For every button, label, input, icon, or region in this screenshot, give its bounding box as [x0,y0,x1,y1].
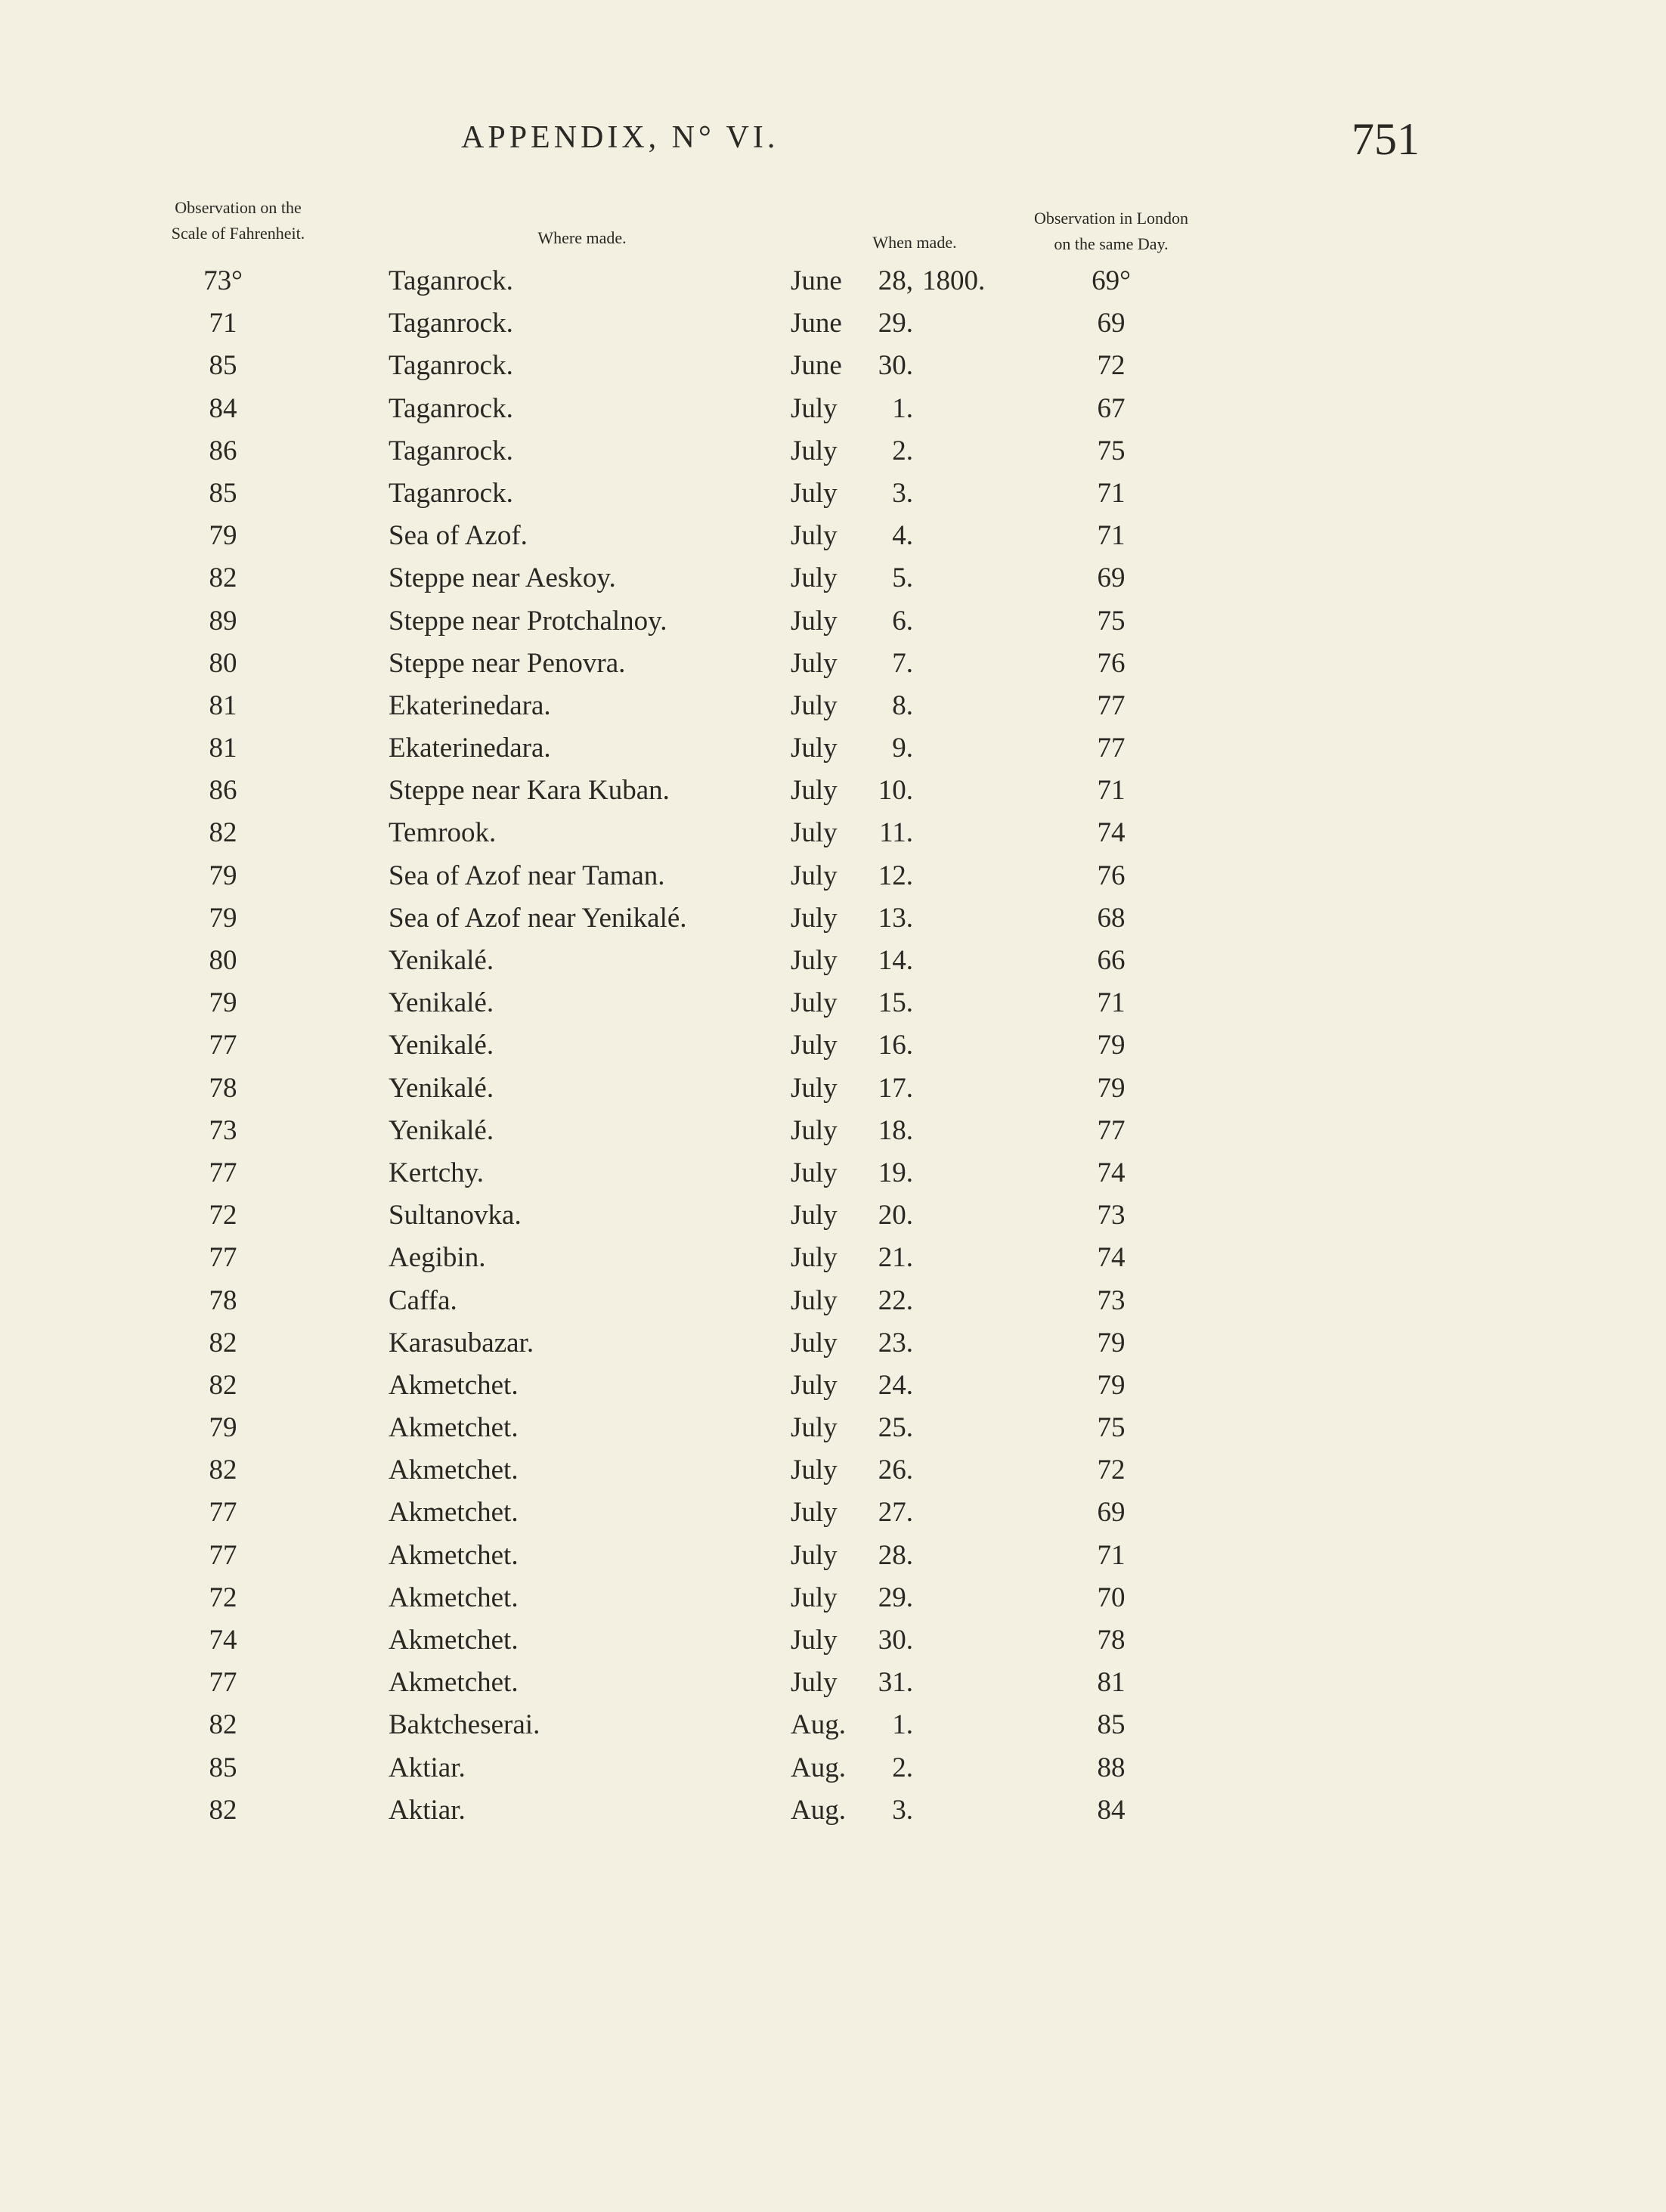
table-row [0,1194,1666,1237]
cell-london: 73 [1097,1200,1126,1231]
cell-month: July [791,1412,838,1444]
cell-london: 72 [1097,1455,1126,1486]
table-row [0,1365,1666,1407]
cell-place: Akmetchet. [389,1412,519,1444]
cell-day: 25. [878,1412,913,1444]
cell-day: 1. [892,1709,913,1741]
cell-month: July [791,1582,838,1613]
cell-london: 84 [1097,1794,1126,1826]
cell-place: Taganrock. [389,392,513,424]
cell-fahrenheit: 82 [209,817,237,849]
cell-fahrenheit: 77 [209,1157,237,1188]
cell-month: July [791,1114,838,1146]
cell-place: Yenikalé. [389,1072,494,1104]
cell-london: 79 [1097,1030,1126,1061]
cell-month: July [791,733,838,764]
cell-month: June [791,350,842,382]
cell-london: 69° [1092,265,1131,296]
table-row [0,600,1666,643]
cell-fahrenheit: 82 [209,1455,237,1486]
cell-place: Akmetchet. [389,1667,519,1699]
cell-london: 76 [1097,860,1126,891]
cell-day: 28, [878,265,913,296]
cell-place: Yenikalé. [389,987,494,1019]
cell-month: Aug. [791,1709,846,1741]
cell-london: 79 [1097,1369,1126,1401]
column-headers [0,195,1666,256]
cell-fahrenheit: 79 [209,987,237,1019]
table-row [0,982,1666,1024]
cell-place: Akmetchet. [389,1582,519,1613]
cell-month: July [791,605,838,637]
table-row [0,557,1666,599]
cell-place: Steppe near Kara Kuban. [389,775,670,807]
cell-place: Ekaterinedara. [389,733,551,764]
cell-month: July [791,647,838,679]
cell-month: July [791,1369,838,1401]
cell-fahrenheit: 82 [209,1709,237,1741]
cell-year: 1800. [922,265,986,296]
cell-month: June [791,308,842,339]
cell-fahrenheit: 85 [209,477,237,509]
cell-month: July [791,1497,838,1529]
column-header-fahrenheit-line-2: Scale of Fahrenheit. [171,224,305,243]
cell-month: July [791,1539,838,1571]
table-row [0,1067,1666,1110]
cell-fahrenheit: 79 [209,520,237,552]
cell-day: 3. [892,477,913,509]
cell-london: 70 [1097,1582,1126,1613]
cell-fahrenheit: 79 [209,860,237,891]
cell-london: 88 [1097,1752,1126,1783]
cell-day: 26. [878,1455,913,1486]
cell-month: July [791,435,838,466]
cell-fahrenheit: 86 [209,775,237,807]
cell-place: Taganrock. [389,265,513,296]
cell-fahrenheit: 74 [209,1625,237,1656]
table-row [0,1110,1666,1152]
cell-place: Yenikalé. [389,1030,494,1061]
cell-day: 29. [878,308,913,339]
table-row [0,1662,1666,1704]
cell-month: July [791,1072,838,1104]
cell-place: Sea of Azof. [389,520,528,552]
cell-day: 6. [892,605,913,637]
table-row [0,302,1666,345]
cell-london: 71 [1097,1539,1126,1571]
cell-london: 81 [1097,1667,1126,1699]
cell-fahrenheit: 78 [209,1284,237,1316]
cell-day: 15. [878,987,913,1019]
cell-month: July [791,1284,838,1316]
cell-place: Akmetchet. [389,1455,519,1486]
cell-fahrenheit: 82 [209,562,237,594]
cell-month: July [791,1242,838,1274]
cell-london: 75 [1097,435,1126,466]
cell-month: July [791,860,838,891]
cell-day: 30. [878,350,913,382]
table-row [0,1322,1666,1365]
cell-fahrenheit: 73° [203,265,243,296]
cell-day: 28. [878,1539,913,1571]
table-row [0,727,1666,770]
table-row [0,260,1666,302]
table-row [0,388,1666,430]
table-row [0,685,1666,727]
cell-month: July [791,477,838,509]
cell-day: 10. [878,775,913,807]
cell-fahrenheit: 72 [209,1200,237,1231]
table-row [0,345,1666,387]
cell-place: Sea of Azof near Yenikalé. [389,902,687,934]
cell-day: 18. [878,1114,913,1146]
cell-month: July [791,1667,838,1699]
cell-month: July [791,775,838,807]
table-row [0,1789,1666,1832]
cell-london: 71 [1097,477,1126,509]
cell-place: Baktcheserai. [389,1709,540,1741]
cell-london: 73 [1097,1284,1126,1316]
cell-london: 68 [1097,902,1126,934]
cell-month: Aug. [791,1752,846,1783]
cell-fahrenheit: 81 [209,733,237,764]
cell-london: 77 [1097,689,1126,721]
cell-london: 72 [1097,350,1126,382]
cell-place: Taganrock. [389,435,513,466]
cell-place: Taganrock. [389,477,513,509]
cell-london: 74 [1097,817,1126,849]
cell-london: 66 [1097,945,1126,976]
table-row [0,855,1666,897]
cell-fahrenheit: 86 [209,435,237,466]
cell-london: 74 [1097,1242,1126,1274]
cell-day: 21. [878,1242,913,1274]
cell-day: 11. [879,817,913,849]
column-header-london [990,206,1232,257]
table-row [0,1492,1666,1534]
cell-london: 71 [1097,987,1126,1019]
cell-month: July [791,987,838,1019]
cell-month: July [791,817,838,849]
cell-fahrenheit: 79 [209,902,237,934]
cell-fahrenheit: 78 [209,1072,237,1104]
cell-place: Taganrock. [389,308,513,339]
cell-fahrenheit: 77 [209,1242,237,1274]
column-header-when: When made. [872,233,957,252]
cell-london: 69 [1097,562,1126,594]
cell-fahrenheit: 85 [209,350,237,382]
cell-day: 27. [878,1497,913,1529]
cell-day: 2. [892,1752,913,1783]
cell-month: July [791,1200,838,1231]
column-header-fahrenheit-line-1: Observation on the [175,198,302,217]
cell-fahrenheit: 77 [209,1030,237,1061]
cell-place: Taganrock. [389,350,513,382]
cell-place: Aegibin. [389,1242,486,1274]
cell-london: 75 [1097,1412,1126,1444]
cell-month: July [791,1030,838,1061]
cell-fahrenheit: 80 [209,945,237,976]
cell-place: Akmetchet. [389,1497,519,1529]
cell-london: 71 [1097,775,1126,807]
cell-month: July [791,392,838,424]
table-row [0,1704,1666,1746]
cell-place: Kertchy. [389,1157,485,1188]
cell-london: 71 [1097,520,1126,552]
cell-month: July [791,1455,838,1486]
cell-london: 79 [1097,1072,1126,1104]
cell-month: July [791,1327,838,1358]
table-row [0,1577,1666,1619]
cell-place: Steppe near Penovra. [389,647,626,679]
cell-day: 20. [878,1200,913,1231]
cell-place: Akmetchet. [389,1369,519,1401]
column-header-where: Where made. [537,228,627,247]
cell-fahrenheit: 82 [209,1794,237,1826]
cell-london: 69 [1097,308,1126,339]
cell-month: Aug. [791,1794,846,1826]
column-header-london-line-2: on the same Day. [1054,234,1169,253]
table-row [0,1535,1666,1577]
table-row [0,1237,1666,1279]
cell-place: Akmetchet. [389,1539,519,1571]
cell-fahrenheit: 81 [209,689,237,721]
cell-london: 79 [1097,1327,1126,1358]
cell-day: 5. [892,562,913,594]
table-row [0,1449,1666,1492]
table-row [0,1619,1666,1662]
cell-month: June [791,265,842,296]
cell-day: 30. [878,1625,913,1656]
cell-place: Akmetchet. [389,1625,519,1656]
cell-day: 31. [878,1667,913,1699]
running-title: APPENDIX, N° VI. [461,120,779,155]
cell-month: July [791,689,838,721]
cell-fahrenheit: 82 [209,1327,237,1358]
cell-london: 76 [1097,647,1126,679]
cell-month: July [791,1625,838,1656]
page-number: 751 [1352,114,1420,164]
cell-place: Yenikalé. [389,945,494,976]
cell-place: Temrook. [389,817,497,849]
cell-place: Aktiar. [389,1794,466,1826]
cell-day: 13. [878,902,913,934]
cell-day: 14. [878,945,913,976]
cell-day: 29. [878,1582,913,1613]
cell-day: 23. [878,1327,913,1358]
table-row [0,515,1666,557]
cell-month: July [791,520,838,552]
cell-day: 17. [878,1072,913,1104]
column-header-fahrenheit [129,195,348,246]
cell-day: 7. [892,647,913,679]
column-header-london-line-1: Observation in London [1033,209,1189,228]
cell-fahrenheit: 89 [209,605,237,637]
cell-place: Aktiar. [389,1752,466,1783]
cell-fahrenheit: 80 [209,647,237,679]
cell-london: 75 [1097,605,1126,637]
table-row [0,643,1666,685]
cell-london: 78 [1097,1625,1126,1656]
observation-table [0,260,1666,1832]
cell-day: 2. [892,435,913,466]
cell-day: 8. [892,689,913,721]
cell-month: July [791,1157,838,1188]
cell-day: 19. [878,1157,913,1188]
cell-fahrenheit: 71 [209,308,237,339]
table-row [0,472,1666,515]
cell-day: 1. [892,392,913,424]
cell-place: Steppe near Protchalnoy. [389,605,667,637]
cell-london: 85 [1097,1709,1126,1741]
cell-place: Sea of Azof near Taman. [389,860,665,891]
cell-day: 9. [892,733,913,764]
cell-day: 4. [892,520,913,552]
cell-day: 24. [878,1369,913,1401]
cell-place: Sultanovka. [389,1200,522,1231]
cell-fahrenheit: 77 [209,1539,237,1571]
table-row [0,1152,1666,1194]
cell-fahrenheit: 73 [209,1114,237,1146]
table-row [0,1407,1666,1449]
cell-month: July [791,562,838,594]
cell-fahrenheit: 77 [209,1667,237,1699]
cell-fahrenheit: 79 [209,1412,237,1444]
table-row [0,940,1666,982]
cell-place: Yenikalé. [389,1114,494,1146]
cell-london: 67 [1097,392,1126,424]
cell-month: July [791,945,838,976]
cell-london: 77 [1097,1114,1126,1146]
cell-day: 16. [878,1030,913,1061]
table-row [0,1280,1666,1322]
table-row [0,770,1666,812]
cell-day: 12. [878,860,913,891]
table-row [0,897,1666,940]
cell-london: 74 [1097,1157,1126,1188]
cell-day: 22. [878,1284,913,1316]
cell-place: Steppe near Aeskoy. [389,562,616,594]
cell-place: Caffa. [389,1284,457,1316]
cell-fahrenheit: 82 [209,1369,237,1401]
cell-london: 69 [1097,1497,1126,1529]
cell-month: July [791,902,838,934]
cell-fahrenheit: 85 [209,1752,237,1783]
cell-day: 3. [892,1794,913,1826]
page-header [0,113,1666,174]
cell-place: Ekaterinedara. [389,689,551,721]
cell-fahrenheit: 84 [209,392,237,424]
table-row [0,1747,1666,1789]
cell-fahrenheit: 77 [209,1497,237,1529]
table-row [0,430,1666,472]
table-row [0,812,1666,854]
cell-london: 77 [1097,733,1126,764]
cell-place: Karasubazar. [389,1327,534,1358]
table-row [0,1024,1666,1067]
cell-fahrenheit: 72 [209,1582,237,1613]
